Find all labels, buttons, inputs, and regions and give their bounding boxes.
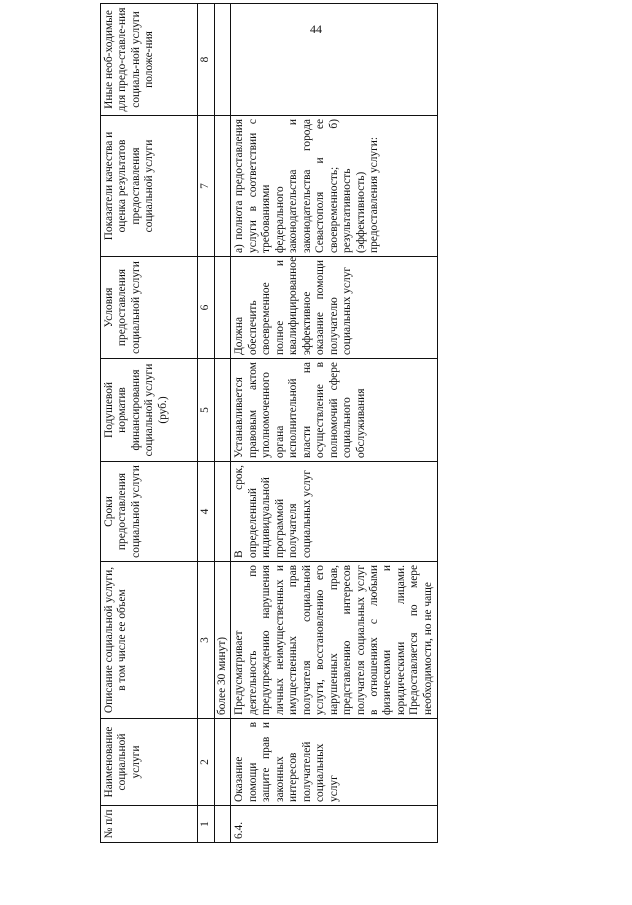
header-row [101, 4, 198, 843]
header-cell-terms: Сроки предоставления социальной услуги [101, 462, 198, 562]
empty-cell [215, 359, 231, 462]
header-cell-quality: Показатели качества и оценка результатов предоставления социальной услуги [101, 116, 198, 257]
empty-cell [215, 719, 231, 806]
service-name: Оказание помощи в защите прав и законных интересов получателей социальных услуг [231, 719, 438, 806]
empty-cell [215, 4, 231, 116]
service-row [231, 4, 438, 843]
header-cell-conditions: Условия предоставления социальной услуги [101, 257, 198, 359]
service-norm: Устанавливается правовым актом уполномоченного органа исполнительной власти на осуществление в полномочий сфере социального обслуживания [231, 359, 438, 462]
header-cell-num: № п/п [101, 806, 198, 843]
continuation-row [215, 4, 231, 843]
header-cell-norm: Подушевой норматив финансирования социальной услуги (руб.) [101, 359, 198, 462]
service-conditions: Должна обеспечить своевременное полное и квалифицированное эффективное оказание помощи получателю социальных услуг [231, 257, 438, 359]
page-number: 44 [310, 22, 322, 36]
empty-cell [215, 257, 231, 359]
column-number: 8 [198, 4, 215, 116]
row-number: 6.4. [231, 806, 438, 843]
social-services-table [100, 3, 438, 843]
empty-cell [215, 116, 231, 257]
header-cell-other: Иные необ-ходимые для предо-ставле-ния социаль-ной услуги положе-ния [101, 4, 198, 116]
column-number: 5 [198, 359, 215, 462]
header-cell-name: Наименование социальной услуги [101, 719, 198, 806]
column-number-row [198, 4, 215, 843]
column-number: 4 [198, 462, 215, 562]
column-number: 6 [198, 257, 215, 359]
empty-cell [215, 806, 231, 843]
service-quality: а) полнота предоставления услуги в соответствии с требованиями федерального законодательства и законодательства города Севастополя и ее своевременность; б) результативность (эффективность) предоставления услуги: [231, 116, 438, 257]
column-number: 7 [198, 116, 215, 257]
service-terms: В срок, определенный индивидуальной программой получателя социальных услуг [231, 462, 438, 562]
service-description: Предусматривает деятельность по предупреждению нарушения личных неимущественных и имущественных прав получателя социальной услуги, восстановлению его нарушенных прав, представлению интересов получателя социальных услуг в отношениях с любыми физическими и юридическими лицами. Предоставляется по мере необходимости, но не чаще [231, 562, 438, 719]
service-other [231, 4, 438, 116]
continuation-text: более 30 минут) [215, 562, 231, 719]
column-number: 2 [198, 719, 215, 806]
header-cell-description: Описание социальной услуги, в том числе ее объем [101, 562, 198, 719]
column-number: 1 [198, 806, 215, 843]
column-number: 3 [198, 562, 215, 719]
empty-cell [215, 462, 231, 562]
